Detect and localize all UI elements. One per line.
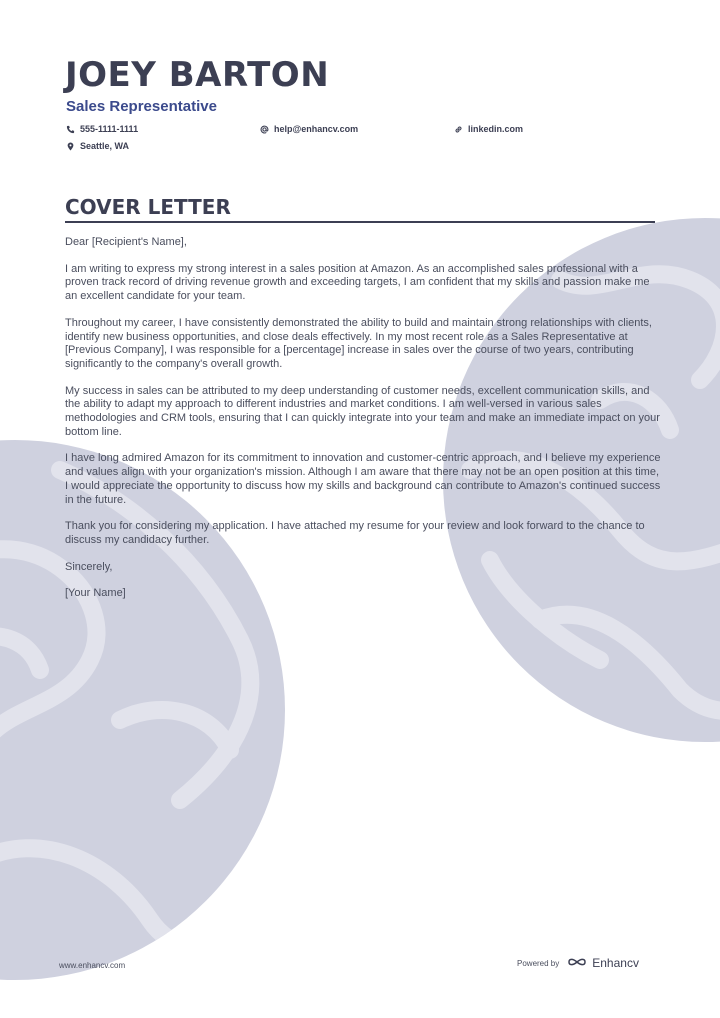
phone-text: 555-1111-1111: [80, 124, 139, 134]
candidate-name: JOEY BARTON: [65, 55, 330, 95]
contact-email: [260, 123, 358, 135]
at-icon: [260, 125, 269, 134]
letter-paragraph: Throughout my career, I have consistently demonstrated the ability to build and maintain strong relationships with clients, identify new business opportunities, and close deals effectively. In my most recent role as a Sales Representative at [Previous Company], I was responsible for a [percentage] increase in sales over the course of two years, contributing significantly to the company's overall growth.: [65, 316, 652, 370]
location-pin-icon: [66, 142, 75, 151]
letter-paragraph: I have long admired Amazon for its commitment to innovation and customer-centric approach, and I believe my experience and values align with your organization's mission. Although I am aware that there may not be an open position at this time, I would appreciate the opportunity to discuss how my skills and background can contribute to Amazon's continued success in the future.: [65, 452, 661, 506]
linkedin-text: linkedin.com: [468, 124, 524, 134]
letter-paragraph: Thank you for considering my application. I have attached my resume for your review and look forward to the chance to discuss my candidacy further.: [65, 520, 645, 546]
letter-paragraph: My success in sales can be attributed to my deep understanding of customer needs, excellent communication skills, and the ability to adapt my approach to different industries and market conditions. I am well-versed in various sales methodologies and CRM tools, ensuring that I can quickly integrate into your team and make an immediate impact on your bottom line.: [65, 384, 660, 438]
footer-powered-by: [517, 956, 639, 970]
closing: Sincerely,: [65, 560, 113, 573]
salutation: Dear [Recipient's Name],: [65, 236, 187, 248]
section-title: COVER LETTER: [65, 195, 231, 219]
enhancv-logo-icon: [567, 956, 587, 970]
link-icon: [454, 125, 463, 134]
phone-icon: [66, 125, 75, 134]
location-text: Seattle, WA: [80, 141, 130, 151]
contact-linkedin: [454, 123, 523, 135]
brand-link[interactable]: [567, 956, 639, 970]
signature: [Your Name]: [65, 587, 126, 600]
contact-phone: [66, 123, 138, 135]
contact-location: [66, 140, 129, 152]
email-text: help@enhancv.com: [274, 124, 359, 134]
candidate-role: Sales Representative: [66, 98, 217, 115]
footer-website[interactable]: www.enhancv.com: [59, 961, 126, 970]
powered-by-text: Powered by: [517, 958, 560, 968]
brand-name: Enhancv: [592, 956, 639, 970]
letter-paragraph: I am writing to express my strong interest in a sales position at Amazon. As an accomplished sales professional with a proven track record of driving revenue growth and exceeding targets, I am confident that my skills and passion make me an excellent candidate for your team.: [65, 262, 650, 303]
section-divider: [65, 221, 655, 223]
letter-body: [65, 236, 661, 614]
